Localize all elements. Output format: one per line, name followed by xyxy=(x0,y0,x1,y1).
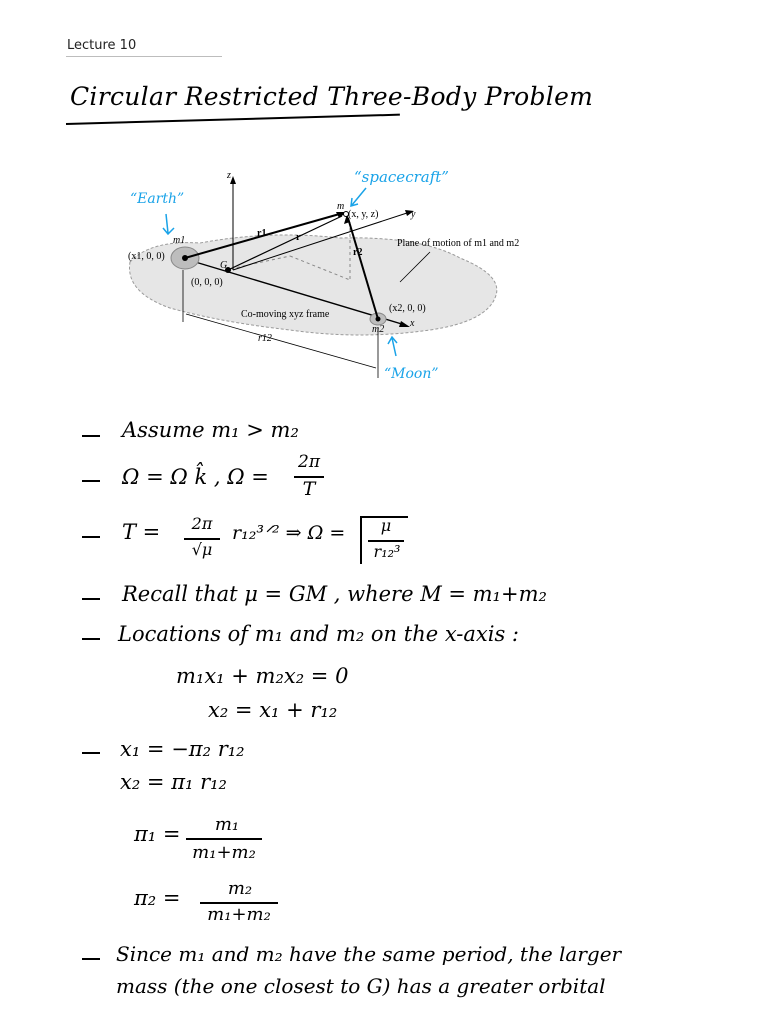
x-axis-label: x xyxy=(410,318,415,329)
equation-x1: x₁ = −π₂ r₁₂ xyxy=(120,737,245,761)
spacecraft-arrow xyxy=(351,188,366,206)
moon-annotation: “Moon” xyxy=(384,366,439,382)
equation-pi2-lhs: π₂ = xyxy=(134,886,181,910)
spacecraft-mass-label: m xyxy=(337,201,345,212)
omega-fraction-denominator: T xyxy=(302,478,316,500)
bullet-dash xyxy=(82,638,100,640)
period-fraction-numerator: 2π xyxy=(191,514,213,533)
bullet-dash xyxy=(82,752,100,754)
barycenter-label: G xyxy=(220,260,228,271)
note-since-line-1: Since m₁ and m₂ have the same period, the larger xyxy=(116,942,622,966)
r-label: r xyxy=(296,232,301,243)
pi1-numerator: m₁ xyxy=(214,814,240,835)
period-fraction-denominator: √μ xyxy=(191,540,213,559)
equation-separation: x₂ = x₁ + r₁₂ xyxy=(208,698,338,722)
frame-label: Co-moving xyz frame xyxy=(241,309,330,320)
equation-center-of-mass: m₁x₁ + m₂x₂ = 0 xyxy=(176,664,349,688)
sqrt-denominator: r₁₂³ xyxy=(373,542,401,561)
m1-position-label: (x1, 0, 0) xyxy=(128,251,165,262)
bullet-dash xyxy=(82,598,100,600)
three-body-figure xyxy=(0,0,768,400)
note-period-lhs: T = xyxy=(122,520,161,544)
note-omega-vector: Ω = Ω k̂ , Ω = xyxy=(122,465,269,489)
m2-label: m2 xyxy=(372,324,385,335)
note-locations: Locations of m₁ and m₂ on the x-axis : xyxy=(118,622,519,646)
pi2-denominator: m₁+m₂ xyxy=(207,904,271,925)
moon-arrow xyxy=(388,337,397,356)
pi1-denominator: m₁+m₂ xyxy=(192,842,256,863)
pi2-numerator: m₂ xyxy=(227,878,253,899)
lecture-header: Lecture 10 xyxy=(67,38,137,53)
r12-label: r12 xyxy=(258,333,272,344)
earth-arrow xyxy=(163,214,174,234)
origin-label: (0, 0, 0) xyxy=(191,277,223,288)
plane-label: Plane of motion of m1 and m2 xyxy=(397,238,520,249)
r1-label: r1 xyxy=(257,228,267,239)
note-recall: Recall that μ = GM , where M = m₁+m₂ xyxy=(122,582,547,606)
earth-annotation: “Earth” xyxy=(130,191,185,207)
equation-x2: x₂ = π₁ r₁₂ xyxy=(120,770,227,794)
spacecraft-position-label: (x, y, z) xyxy=(348,209,379,220)
y-axis-label: y xyxy=(411,209,416,220)
equation-pi1-lhs: π₁ = xyxy=(134,822,181,846)
page-title: Circular Restricted Three-Body Problem xyxy=(70,82,594,111)
z-axis-label: z xyxy=(227,170,231,181)
m2-position-label: (x2, 0, 0) xyxy=(389,303,426,314)
note-assume: Assume m₁ > m₂ xyxy=(122,418,299,442)
bullet-dash xyxy=(82,435,100,437)
bullet-dash xyxy=(82,480,100,482)
m1-label: m1 xyxy=(173,235,186,246)
note-since-line-2: mass (the one closest to G) has a greater orbital xyxy=(116,974,606,998)
spacecraft-annotation: “spacecraft” xyxy=(354,168,449,186)
note-period-rhs: r₁₂³ᐟ² ⇒ Ω = xyxy=(232,522,346,544)
sqrt-numerator: μ xyxy=(380,516,392,535)
r2-label: r2 xyxy=(353,247,363,258)
bullet-dash xyxy=(82,536,100,538)
pi1-fraction-bar xyxy=(186,838,262,840)
omega-fraction-numerator: 2π xyxy=(298,452,320,472)
bullet-dash xyxy=(82,958,100,960)
